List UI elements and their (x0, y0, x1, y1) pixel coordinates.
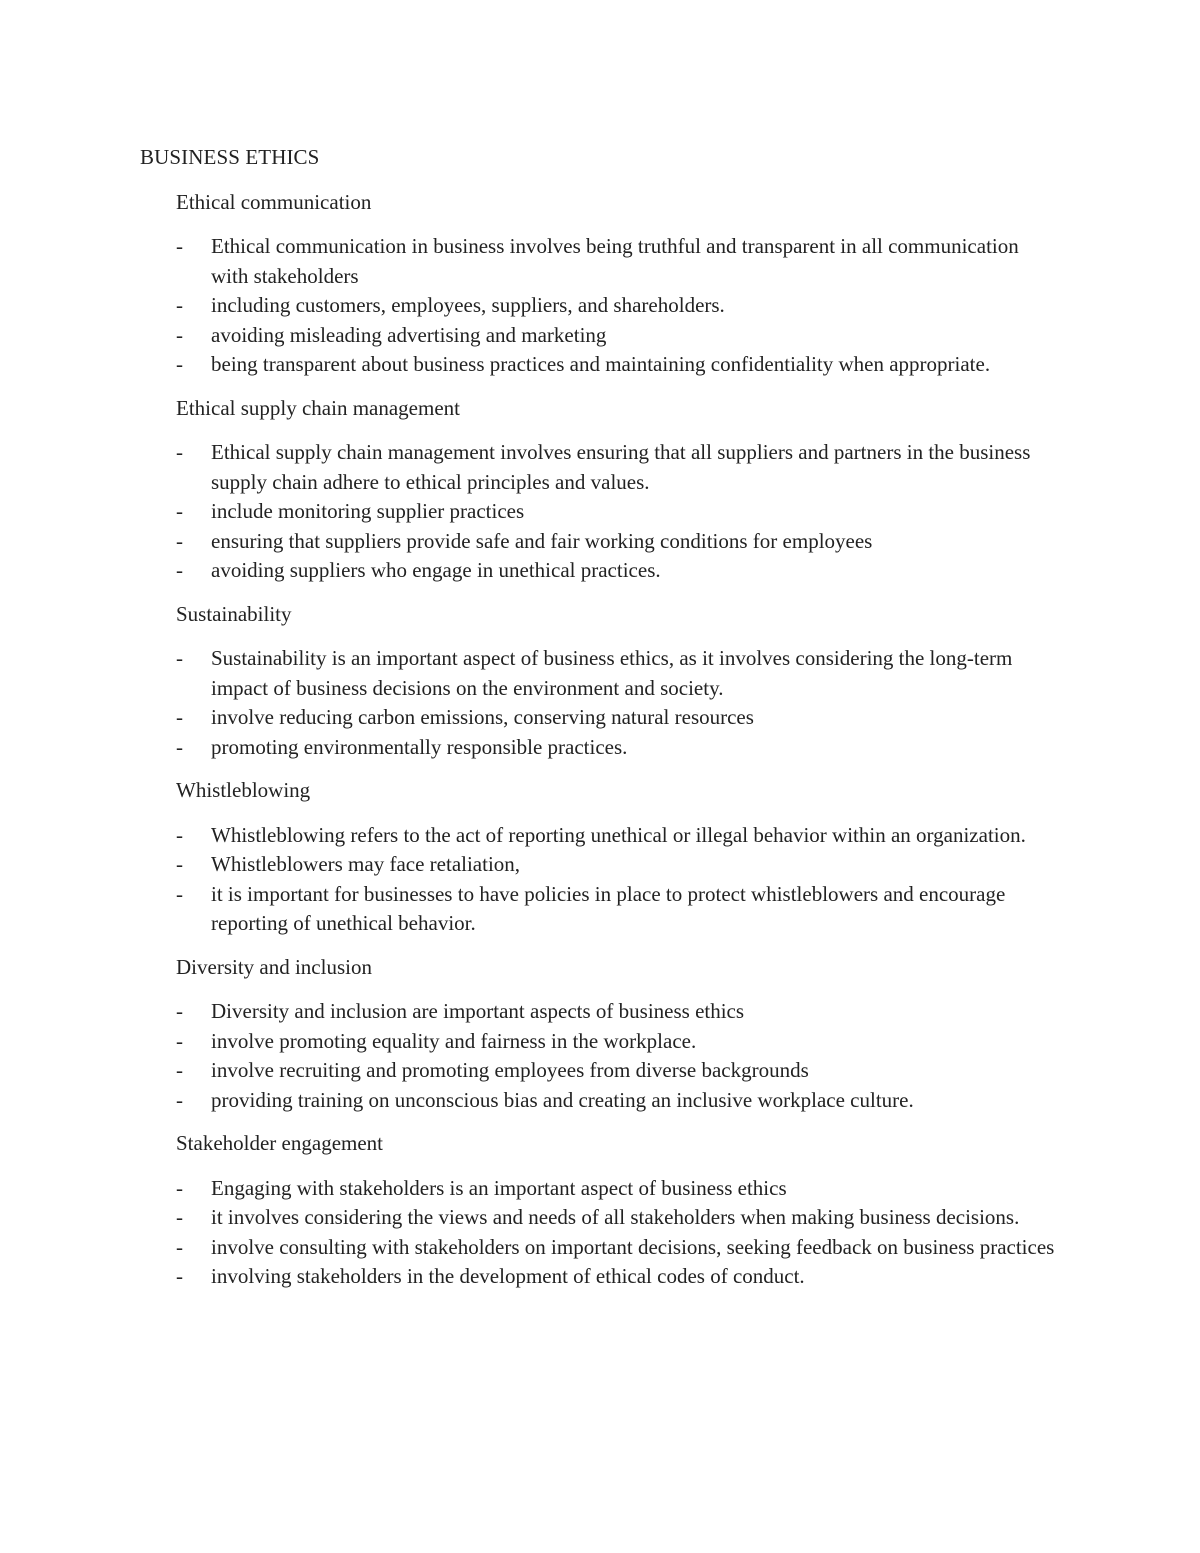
list-item (176, 497, 1060, 527)
bullet-text: avoiding misleading advertising and marketing (211, 322, 607, 347)
list-item (176, 703, 1060, 733)
bullet-text: Diversity and inclusion are important aspects of business ethics (211, 999, 745, 1023)
section (176, 1129, 1060, 1292)
list-item (176, 1056, 1060, 1086)
list-item (176, 1086, 1060, 1116)
bullet-list (176, 644, 1060, 762)
list-item (176, 350, 1060, 380)
list-item (176, 321, 1060, 351)
section (176, 600, 1060, 763)
list-item (176, 880, 1060, 939)
bullet-dash: - (176, 440, 183, 464)
list-item (176, 527, 1060, 557)
section (176, 953, 1060, 1116)
list-item (176, 438, 1060, 497)
bullet-text: it involves considering the views and needs of all stakeholders when making business decisions. (211, 1205, 1020, 1229)
bullet-dash: - (176, 499, 183, 523)
bullet-text: ensuring that suppliers provide safe and fair working conditions for employees (211, 528, 873, 553)
bullet-dash: - (176, 1205, 183, 1229)
bullet-dash: - (176, 528, 183, 553)
document-title: BUSINESS ETHICS (140, 145, 320, 169)
list-item (176, 997, 1060, 1027)
bullet-dash: - (176, 705, 183, 729)
bullet-list (176, 438, 1060, 586)
list-item (176, 1174, 1060, 1204)
list-item (176, 1027, 1060, 1057)
list-item (176, 232, 1060, 291)
bullet-text: including customers, employees, suppliers, and shareholders. (211, 293, 725, 317)
bullet-dash: - (176, 234, 183, 258)
bullet-text: include monitoring supplier practices (211, 499, 525, 523)
list-item (176, 850, 1060, 880)
bullet-text: promoting environmentally responsible practices. (211, 734, 628, 759)
bullet-text: being transparent about business practices and maintaining confidentiality when appropriate. (211, 352, 991, 376)
bullet-text: involve recruiting and promoting employees from diverse backgrounds (211, 1058, 809, 1082)
section (176, 394, 1060, 586)
list-item (176, 1233, 1060, 1263)
bullet-dash: - (176, 1234, 183, 1259)
bullet-list (176, 1174, 1060, 1292)
section-heading: Whistleblowing (176, 778, 311, 802)
bullet-text: Ethical supply chain management involves ensuring that all suppliers and partners in the business supply chain adhere to ethical principles and values. (211, 440, 1031, 494)
bullet-dash: - (176, 1175, 183, 1200)
section (176, 776, 1060, 939)
bullet-dash: - (176, 1087, 183, 1112)
document-body (140, 143, 1060, 1306)
list-item (176, 1262, 1060, 1292)
bullet-dash: - (176, 852, 183, 876)
bullet-text: Ethical communication in business involves being truthful and transparent in all communication with stakeholders (211, 234, 1019, 288)
bullet-dash: - (176, 293, 183, 317)
bullet-text: involve promoting equality and fairness in the workplace. (211, 1028, 697, 1053)
bullet-text: it is important for businesses to have policies in place to protect whistleblowers and encourage reporting of unethical behavior. (211, 881, 1006, 935)
bullet-text: Whistleblowing refers to the act of reporting unethical or illegal behavior within an organization. (211, 822, 1026, 847)
list-item (176, 644, 1060, 703)
list-item (176, 1203, 1060, 1233)
section-heading: Diversity and inclusion (176, 954, 372, 979)
bullet-list (176, 997, 1060, 1115)
bullet-dash: - (176, 558, 183, 582)
bullet-dash: - (176, 1264, 183, 1288)
bullet-text: providing training on unconscious bias and creating an inclusive workplace culture. (211, 1087, 914, 1112)
bullet-dash: - (176, 822, 183, 847)
bullet-list (176, 232, 1060, 380)
bullet-text: Sustainability is an important aspect of business ethics, as it involves considering the long-term impact of business decisions on the environment and society. (211, 646, 1013, 700)
bullet-dash: - (176, 881, 183, 906)
section-heading: Stakeholder engagement (176, 1131, 384, 1155)
list-item (176, 821, 1060, 851)
bullet-dash: - (176, 734, 183, 759)
section (176, 188, 1060, 380)
bullet-text: involve reducing carbon emissions, conserving natural resources (211, 705, 754, 729)
bullet-dash: - (176, 646, 183, 670)
bullet-dash: - (176, 1058, 183, 1082)
bullet-text: Engaging with stakeholders is an important aspect of business ethics (211, 1175, 787, 1200)
bullet-dash: - (176, 1028, 183, 1053)
bullet-dash: - (176, 999, 183, 1023)
bullet-list (176, 821, 1060, 939)
bullet-text: avoiding suppliers who engage in unethical practices. (211, 558, 661, 582)
section-heading: Ethical supply chain management (176, 395, 460, 420)
bullet-text: involving stakeholders in the development of ethical codes of conduct. (211, 1264, 805, 1288)
list-item (176, 733, 1060, 763)
list-item (176, 556, 1060, 586)
bullet-dash: - (176, 352, 183, 376)
section-heading: Sustainability (176, 601, 292, 626)
bullet-text: involve consulting with stakeholders on important decisions, seeking feedback on business practices (211, 1234, 1055, 1259)
bullet-text: Whistleblowers may face retaliation, (211, 852, 521, 876)
list-item (176, 291, 1060, 321)
sections-container (140, 188, 1060, 1292)
bullet-dash: - (176, 322, 183, 347)
section-heading: Ethical communication (176, 189, 372, 214)
